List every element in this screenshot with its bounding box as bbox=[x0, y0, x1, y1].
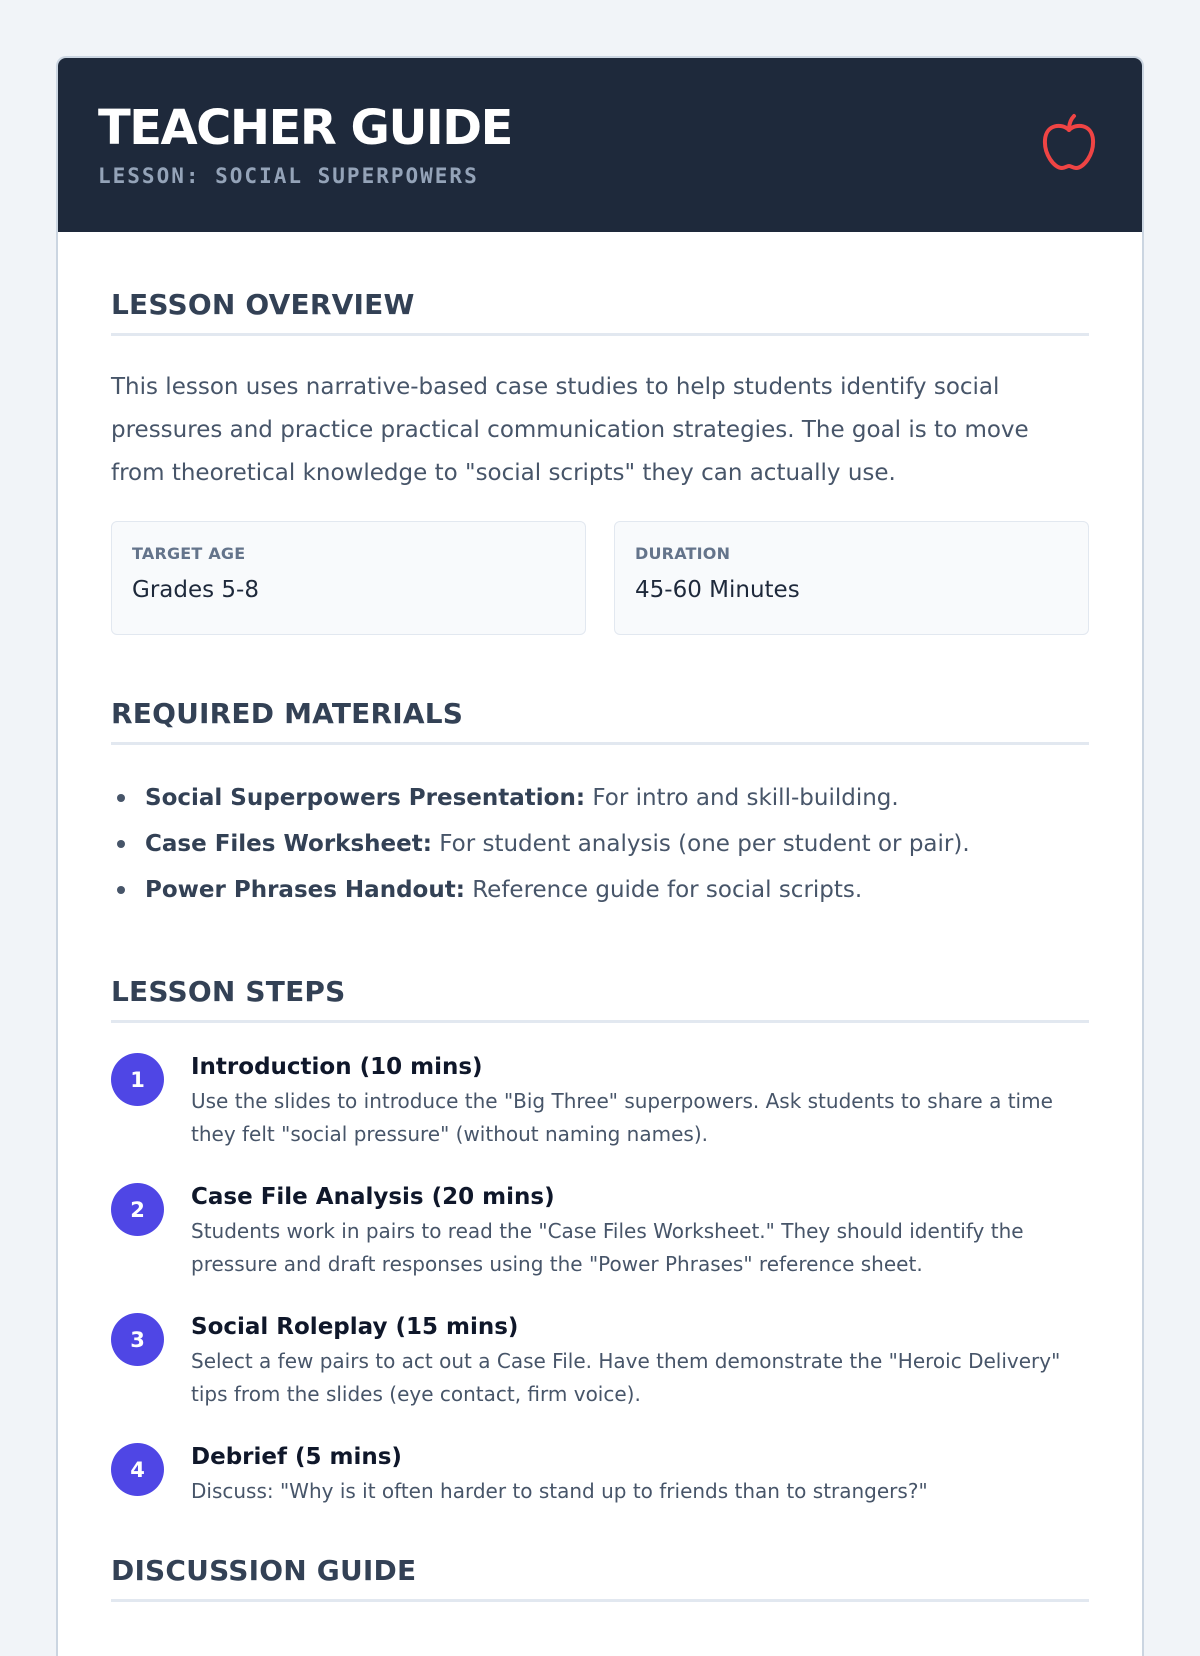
materials-heading: REQUIRED MATERIALS bbox=[111, 697, 1089, 745]
bullet-icon bbox=[117, 886, 125, 894]
step-description: Discuss: "Why is it often harder to stand up to friends than to strangers?" bbox=[191, 1479, 928, 1503]
material-desc: For student analysis (one per student or pair). bbox=[431, 831, 970, 857]
page-title: TEACHER GUIDE bbox=[98, 100, 512, 156]
info-row bbox=[111, 521, 1089, 635]
step-description: Select a few pairs to act out a Case File. Have them demonstrate the "Heroic Delivery" tips from the slides (eye contact, firm voice). bbox=[191, 1349, 1061, 1406]
lesson-step bbox=[111, 1311, 1089, 1411]
materials-list bbox=[111, 775, 1089, 913]
teacher-guide-card bbox=[56, 56, 1144, 1656]
guide-header bbox=[58, 58, 1142, 232]
info-label: TARGET AGE bbox=[132, 544, 246, 563]
lesson-step bbox=[111, 1051, 1089, 1151]
list-item bbox=[111, 775, 1089, 821]
bullet-icon bbox=[117, 840, 125, 848]
material-name: Case Files Worksheet: bbox=[145, 831, 432, 857]
step-description: Students work in pairs to read the "Case Files Worksheet." They should identify the pressure and draft responses using the "Power Phrases" reference sheet. bbox=[191, 1219, 1024, 1276]
overview-text: This lesson uses narrative-based case studies to help students identify social pressures and practice practical communication strategies. The goal is to move from theoretical knowledge to "social scripts" they can actually use. bbox=[111, 374, 1029, 486]
step-number-badge: 4 bbox=[111, 1443, 164, 1496]
material-desc: Reference guide for social scripts. bbox=[464, 877, 863, 903]
target-age-box bbox=[111, 521, 586, 635]
duration-box bbox=[614, 521, 1089, 635]
steps-heading: LESSON STEPS bbox=[111, 975, 1089, 1023]
info-value: Grades 5-8 bbox=[132, 577, 259, 603]
step-title: Introduction (10 mins) bbox=[191, 1054, 483, 1080]
lesson-step bbox=[111, 1181, 1089, 1281]
lesson-step bbox=[111, 1441, 1089, 1508]
steps-list bbox=[111, 1051, 1089, 1508]
bullet-icon bbox=[117, 794, 125, 802]
info-value: 45-60 Minutes bbox=[635, 577, 800, 603]
step-title: Social Roleplay (15 mins) bbox=[191, 1314, 519, 1340]
step-description: Use the slides to introduce the "Big Three" superpowers. Ask students to share a time they felt "social pressure" (without naming names). bbox=[191, 1089, 1053, 1146]
info-label: DURATION bbox=[635, 544, 731, 563]
step-number-badge: 3 bbox=[111, 1313, 164, 1366]
material-name: Social Superpowers Presentation: bbox=[145, 785, 586, 811]
list-item bbox=[111, 867, 1089, 913]
material-desc: For intro and skill-building. bbox=[585, 785, 899, 811]
step-number-badge: 2 bbox=[111, 1183, 164, 1236]
guide-content bbox=[58, 232, 1142, 1602]
step-number-badge: 1 bbox=[111, 1053, 164, 1106]
discussion-heading: DISCUSSION GUIDE bbox=[111, 1554, 1089, 1602]
step-title: Debrief (5 mins) bbox=[191, 1444, 402, 1470]
apple-icon bbox=[1036, 110, 1102, 176]
material-name: Power Phrases Handout: bbox=[145, 877, 465, 903]
step-title: Case File Analysis (20 mins) bbox=[191, 1184, 555, 1210]
list-item bbox=[111, 821, 1089, 867]
overview-heading: LESSON OVERVIEW bbox=[111, 288, 1089, 336]
lesson-subtitle: LESSON: SOCIAL SUPERPOWERS bbox=[98, 164, 479, 188]
